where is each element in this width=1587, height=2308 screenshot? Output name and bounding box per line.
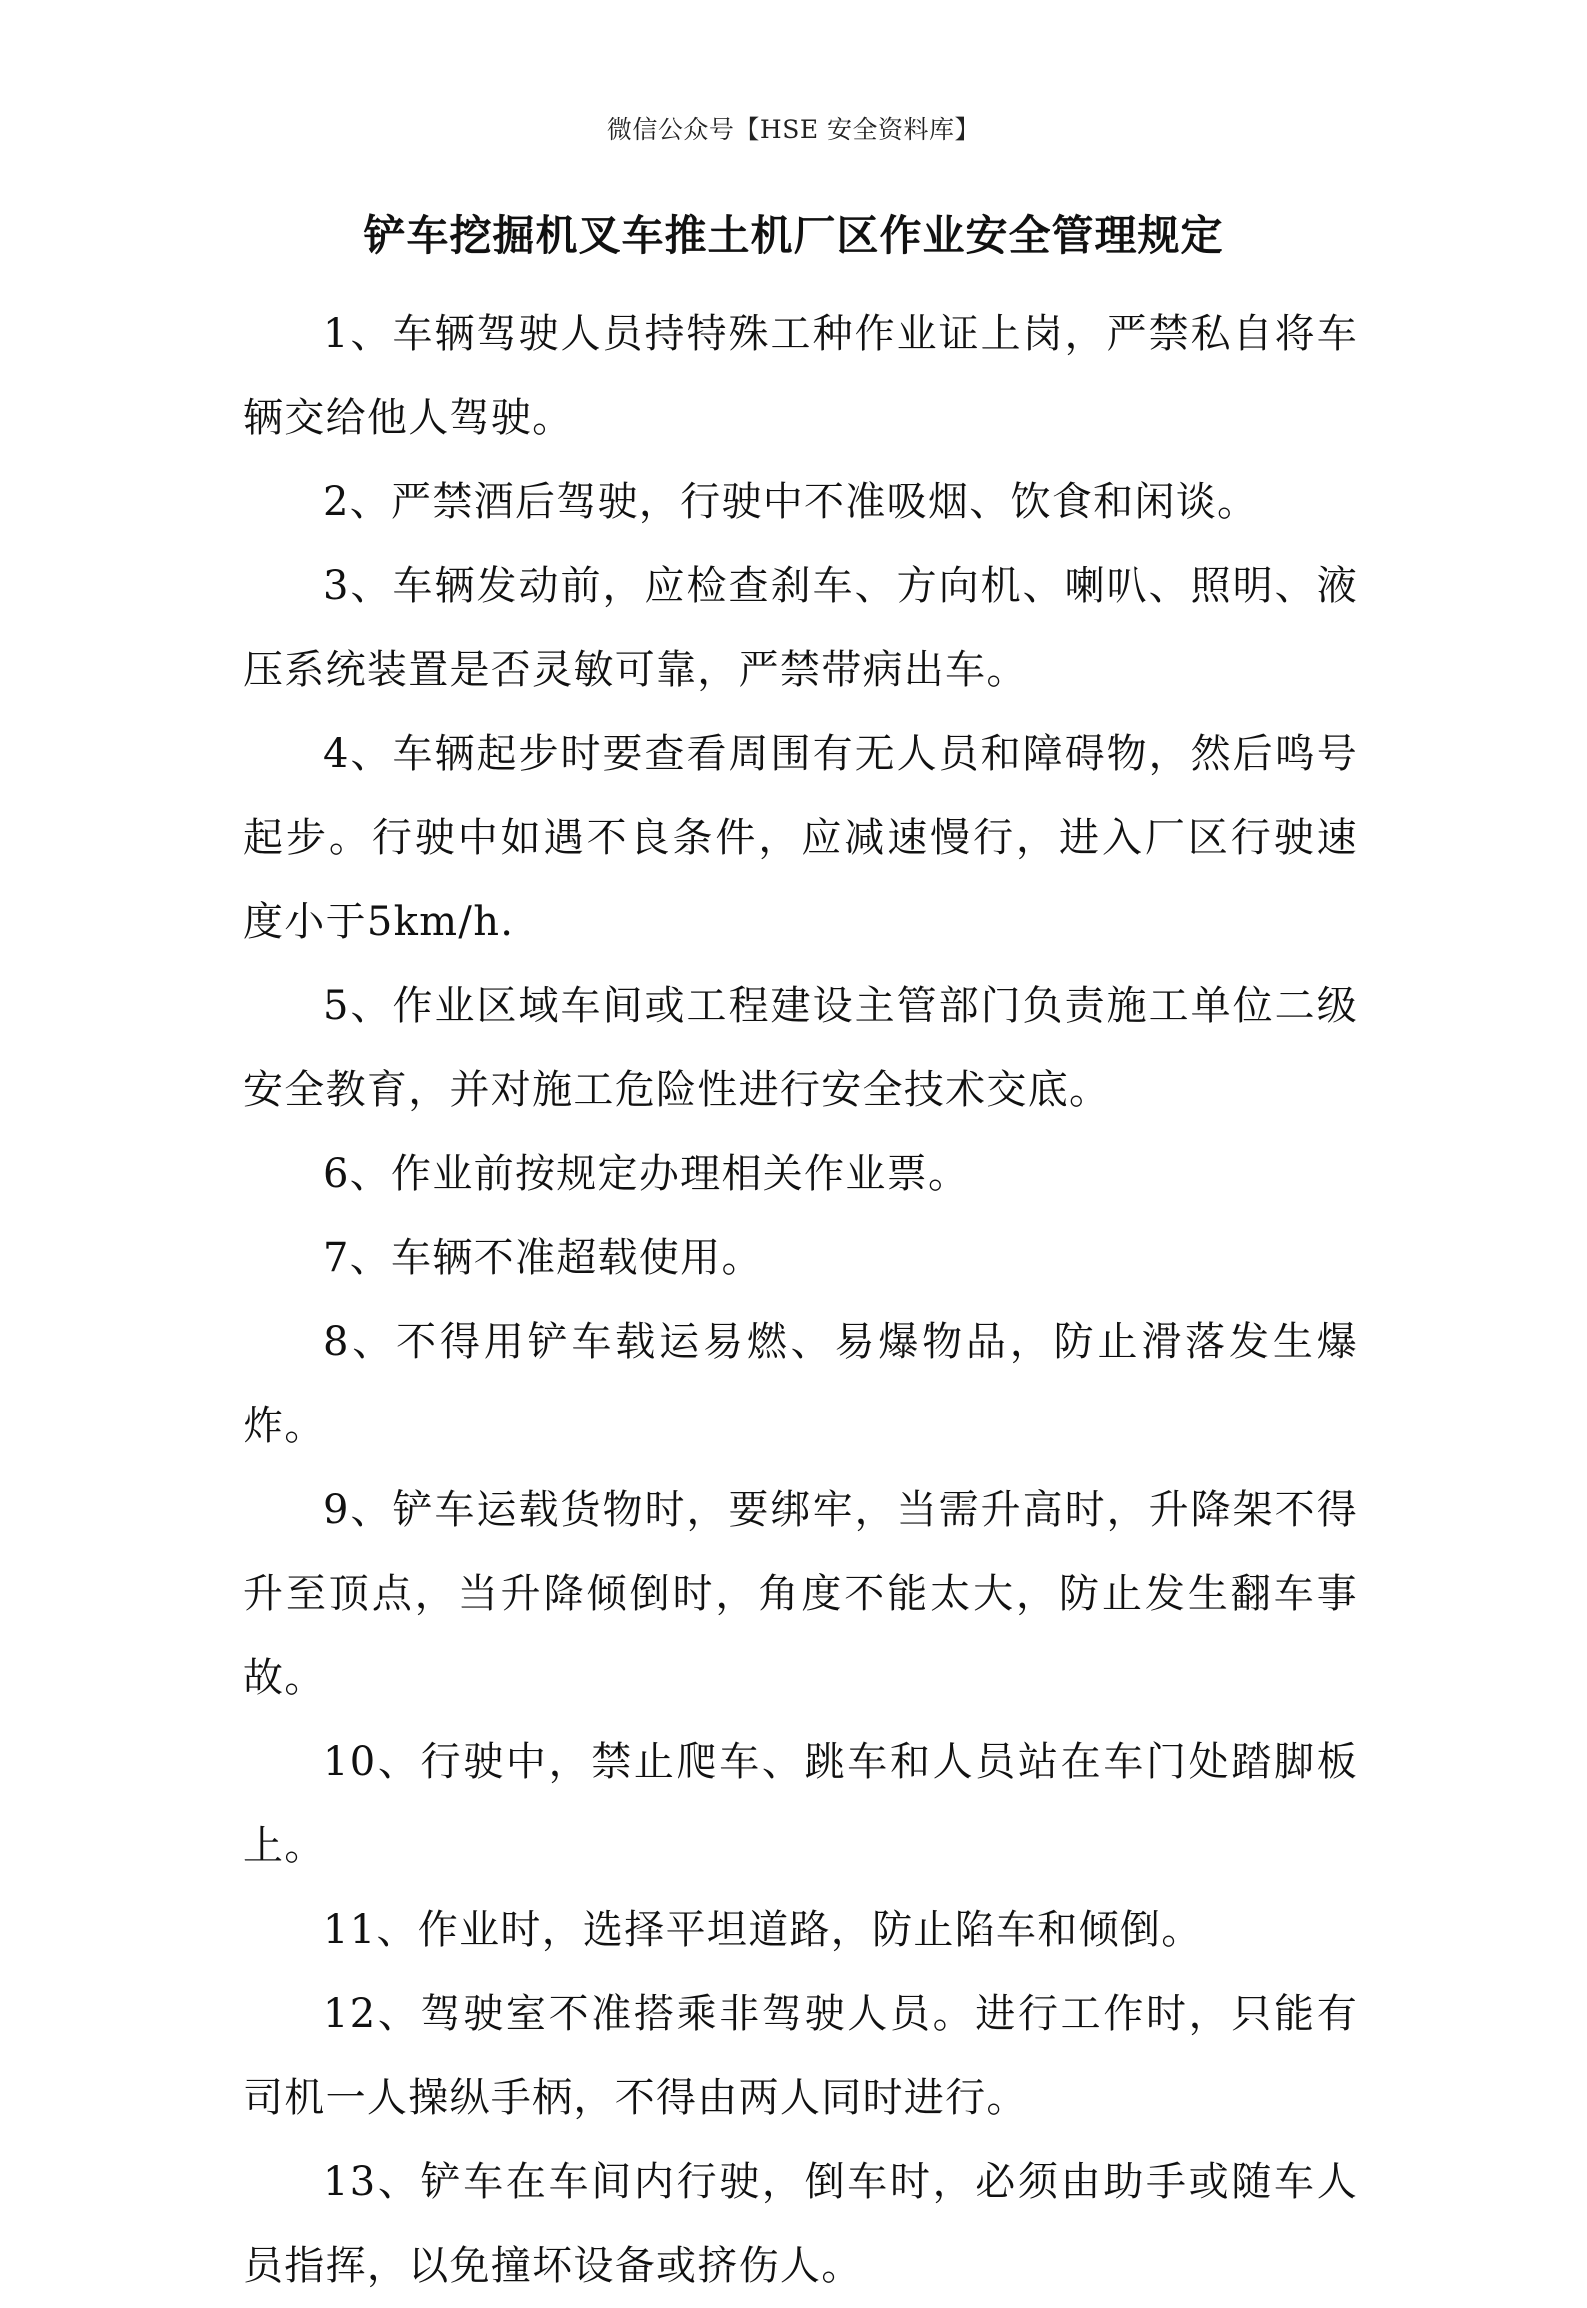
document-title: 铲车挖掘机叉车推土机厂区作业安全管理规定 xyxy=(363,211,1224,260)
paragraph-9: 9、铲车运载货物时，要绑牢，当需升高时，升降架不得升至顶点，当升降倾倒时，角度不能太大，防止发生翻车事故。 xyxy=(243,1487,1358,1701)
paragraph-6: 6、作业前按规定办理相关作业票。 xyxy=(323,1151,970,1197)
paragraph-8: 8、不得用铲车载运易燃、易爆物品，防止滑落发生爆炸。 xyxy=(243,1319,1358,1449)
paragraph-11: 11、作业时，选择平坦道路，防止陷车和倾倒。 xyxy=(323,1907,1203,1953)
document-body xyxy=(243,292,1358,2308)
paragraph-1: 1、车辆驾驶人员持特殊工种作业证上岗，严禁私自将车辆交给他人驾驶。 xyxy=(243,311,1358,441)
paragraph-5: 5、作业区域车间或工程建设主管部门负责施工单位二级安全教育，并对施工危险性进行安全技术交底。 xyxy=(243,983,1358,1113)
paragraph-13: 13、铲车在车间内行驶，倒车时，必须由助手或随车人员指挥，以免撞坏设备或挤伤人。 xyxy=(243,2159,1358,2289)
paragraph-12: 12、驾驶室不准搭乘非驾驶人员。进行工作时，只能有司机一人操纵手柄，不得由两人同时进行。 xyxy=(243,1991,1358,2121)
paragraph-7: 7、车辆不准超载使用。 xyxy=(323,1235,763,1281)
paragraph-3: 3、车辆发动前，应检查刹车、方向机、喇叭、照明、液压系统装置是否灵敏可靠，严禁带病出车。 xyxy=(243,563,1358,693)
paragraph-10: 10、行驶中，禁止爬车、跳车和人员站在车门处踏脚板上。 xyxy=(243,1739,1358,1869)
page-header: 微信公众号【HSE 安全资料库】 xyxy=(606,115,981,144)
paragraph-4: 4、车辆起步时要查看周围有无人员和障碍物，然后鸣号起步。行驶中如遇不良条件，应减速慢行，进入厂区行驶速度小于5km/h. xyxy=(243,731,1358,945)
paragraph-2: 2、严禁酒后驾驶，行驶中不准吸烟、饮食和闲谈。 xyxy=(323,479,1259,525)
